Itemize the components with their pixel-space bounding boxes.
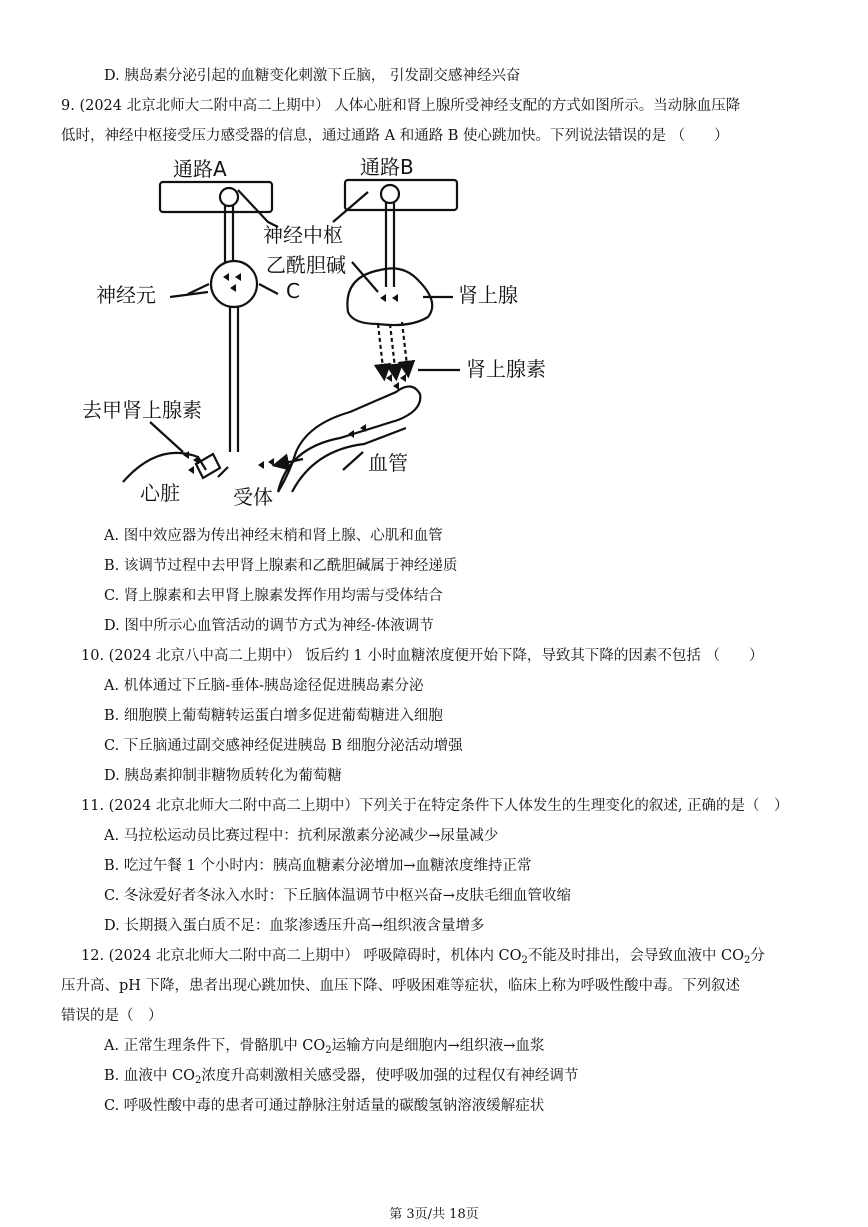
nerve-regulation-diagram xyxy=(78,152,568,520)
q8-option-d: D. 胰岛素分泌引起的血糖变化刺激下丘脑， 引发副交感神经兴奋 xyxy=(104,68,521,84)
label-blood-vessel: 血管 xyxy=(368,451,408,475)
q12-option-a: A. 正常生理条件下，骨骼肌中 $CO_2$运输方向是细胞内→组织液→血浆 xyxy=(104,1038,545,1056)
label-neuron: 神经元 xyxy=(96,283,156,307)
q11-option-a: A. 马拉松运动员比赛过程中：抗利尿激素分泌减少→尿量减少 xyxy=(104,828,499,844)
label-path-b: 通路B xyxy=(360,155,414,179)
label-receptor: 受体 xyxy=(233,485,273,509)
q10-option-b: B. 细胞膜上葡萄糖转运蛋白增多促进葡萄糖进入细胞 xyxy=(104,708,443,724)
blood-vessel xyxy=(278,386,420,492)
adrenal-gland xyxy=(347,268,432,325)
label-noradrenaline: 去甲肾上腺素 xyxy=(82,398,202,422)
q11-stem: 11. (2024 北京北师大二附中高二上期中）下列关于在特定条件下人体发生的生理变化的叙述, 正确的是（ ） xyxy=(81,798,789,814)
q11-option-b: B. 吃过午餐 1 个小时内：胰高血糖素分泌增加→血糖浓度维持正常 xyxy=(104,858,532,874)
label-adrenal-gland: 肾上腺 xyxy=(458,283,518,307)
q10-option-c: C. 下丘脑通过副交感神经促进胰岛 B 细胞分泌活动增强 xyxy=(104,738,463,754)
q10-stem: 10. (2024 北京八中高二上期中） 饭后约 1 小时血糖浓度便开始下降，导致其下降的因素不包括 （ ） xyxy=(81,648,764,664)
q9-option-d: D. 图中所示心血管活动的调节方式为神经-体液调节 xyxy=(104,618,434,634)
page-footer: 第 3页/共 18页 xyxy=(389,1207,479,1222)
q12-stem-line2: 压升高、pH 下降，患者出现心跳加快、血压下降、呼吸困难等症状，临床上称为呼吸性酸中毒。下列叙述 xyxy=(61,978,741,994)
q9-option-c: C. 肾上腺素和去甲肾上腺素发挥作用均需与受体结合 xyxy=(104,588,443,604)
q9-stem-line2: 低时，神经中枢接受压力感受器的信息，通过通路 A 和通路 B 使心跳加快。下列说法错误的是 （ ） xyxy=(61,128,729,144)
q9-option-a: A. 图中效应器为传出神经末梢和肾上腺、心肌和血管 xyxy=(104,528,443,544)
path-b-box xyxy=(345,180,457,210)
q12-stem-line1: 12. (2024 北京北师大二附中高二上期中） 呼吸障碍时，机体内 $CO_2$不能及时排出，会导致血液中 $CO_2$分 xyxy=(81,948,765,966)
label-heart: 心脏 xyxy=(140,481,180,505)
label-adrenaline: 肾上腺素 xyxy=(466,357,546,381)
label-c: C xyxy=(286,279,300,303)
q9-option-b: B. 该调节过程中去甲肾上腺素和乙酰胆碱属于神经递质 xyxy=(104,558,458,574)
ganglion-c xyxy=(211,261,257,307)
label-path-a: 通路A xyxy=(173,157,227,181)
label-acetylcholine: 乙酰胆碱 xyxy=(266,253,346,277)
q12-option-c: C. 呼吸性酸中毒的患者可通过静脉注射适量的碳酸氢钠溶液缓解症状 xyxy=(104,1098,545,1114)
q11-option-c: C. 冬泳爱好者冬泳入水时：下丘脑体温调节中枢兴奋→皮肤毛细血管收缩 xyxy=(104,888,571,904)
q9-stem-line1: 9. (2024 北京北师大二附中高二上期中） 人体心脏和肾上腺所受神经支配的方式如图所示。当动脉血压降 xyxy=(61,98,741,114)
q11-option-d: D. 长期摄入蛋白质不足：血浆渗透压升高→组织液含量增多 xyxy=(104,918,485,934)
q10-option-d: D. 胰岛素抑制非糖物质转化为葡萄糖 xyxy=(104,768,342,784)
q12-option-b: B. 血液中 $CO_2$浓度升高刺激相关感受器，使呼吸加强的过程仅有神经调节 xyxy=(104,1068,579,1086)
q10-option-a: A. 机体通过下丘脑-垂体-胰岛途径促进胰岛素分泌 xyxy=(104,678,424,694)
q12-stem-line3: 错误的是（ ） xyxy=(61,1008,163,1024)
label-nerve-center: 神经中枢 xyxy=(263,223,343,247)
